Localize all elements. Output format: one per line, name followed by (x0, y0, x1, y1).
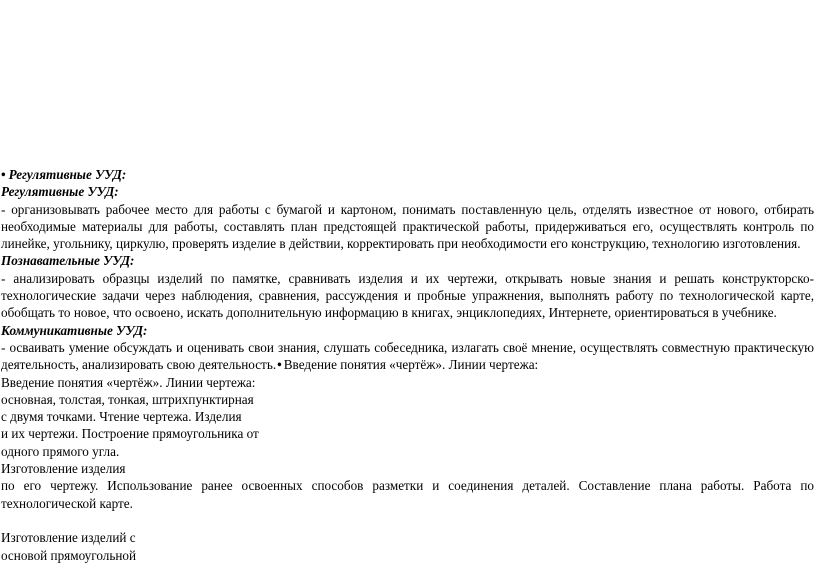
bulleted-heading-text: Регулятивные УУД: (8, 167, 127, 182)
communicative-heading: Коммуникативные УУД: (1, 322, 148, 338)
communicative-paragraph-text: - осваивать умение обсуждать и оценивать свои знания, слушать собеседника, излагать своё мнение, осуществлять совместную практическую деятельность, анализировать свою деятельность. (1, 339, 814, 373)
text-line-4: и их чертежи. Построение прямоугольника от (1, 426, 259, 442)
text-line-5: одного прямого угла. (1, 443, 120, 459)
cognitive-paragraph: - анализировать образцы изделий по памятке, сравнивать изделия и их чертежи, открывать новые знания и решать конструкторско- технологические задачи через наблюдения, сравнения, рассуждения и пробные упражнения, выполнять работу по технологической карте, обобщать то новое, что освоено, искать дополнительную информацию в книгах, энциклопедиях, Интернете, ориентироваться в учебнике. (1, 270, 814, 321)
communicative-paragraph (0, 339, 816, 374)
blank-line (0, 512, 816, 529)
final-paragraph: по его чертежу. Использование ранее освоенных способов разметки и соединения деталей. Составление плана работы. Работа по технологической карте. (1, 478, 814, 511)
communicative-paragraph-tail: Введение понятия «чертёж». Линии чертежа: (283, 357, 539, 373)
text-line-6: Изготовление изделия (1, 461, 126, 477)
document-body (0, 166, 816, 564)
inline-bullet-icon: • (277, 357, 282, 373)
regulatory-heading: Регулятивные УУД: (1, 184, 119, 200)
text-line-2: основная, толстая, тонкая, штрихпунктирная (1, 391, 254, 407)
cognitive-heading: Познавательные УУД: (1, 253, 135, 269)
bulleted-heading (0, 166, 816, 183)
text-line-7: Изготовление изделий с (1, 530, 136, 546)
text-line-8: основой прямоугольной (1, 547, 137, 563)
text-line-1: Введение понятия «чертёж». Линии чертежа: (1, 374, 256, 390)
regulatory-paragraph: - организовывать рабочее место для работы с бумагой и картоном, понимать поставленную цель, отделять известное от нового, отбирать необходимые материалы для работы, составлять план предстоящей практической работы, придерживаться его, осуществлять контроль по линейке, угольнику, циркулю, проверять изделие в действии, корректировать при необходимости его конструкцию, технологию изготовления. (1, 201, 814, 252)
text-line-3: с двумя точками. Чтение чертежа. Изделия (1, 409, 242, 425)
bullet-icon: • (1, 167, 6, 182)
